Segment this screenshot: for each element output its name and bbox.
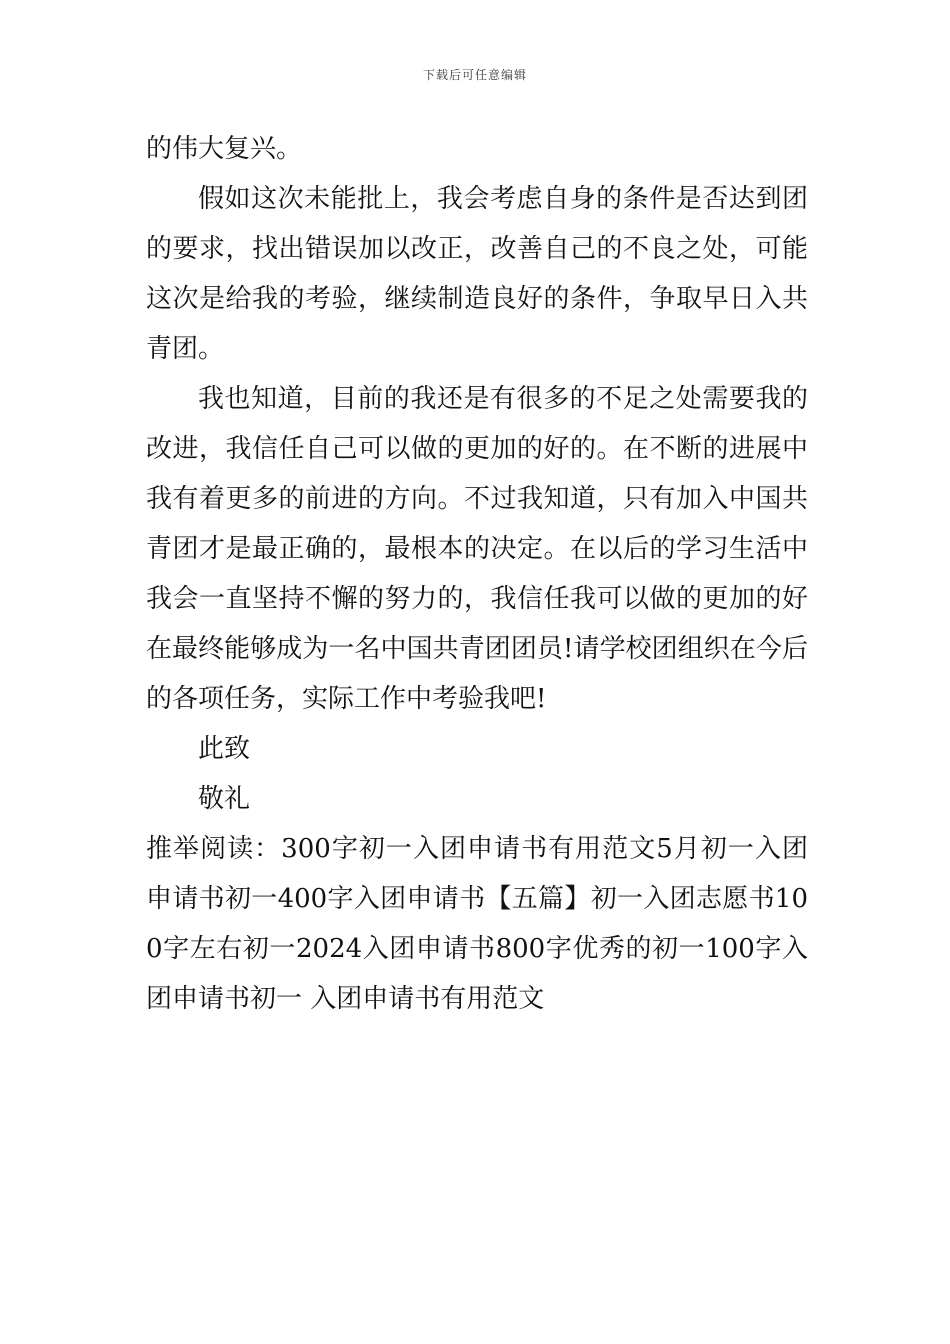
closing-regards: 敬礼 (198, 784, 251, 814)
closing-salutation: 此致 (198, 734, 251, 764)
page-header-note: 下载后可任意编辑 (422, 68, 527, 82)
document-body (146, 124, 808, 1024)
recommended-reading: 推举阅读：300字初一入团申请书有用范文5月初一入团申请书初一400字入团申请书【五篇】初一入团志愿书100字左右初一2024入团申请书800字优秀的初一100字入团申请书初一 入团申请书有用范文 (146, 834, 808, 1014)
paragraph-self-improvement: 我也知道，目前的我还是有很多的不足之处需要我的改进，我信任自己可以做的更加的好的。在不断的进展中我有着更多的前进的方向。不过我知道，只有加入中国共青团才是最正确的，最根本的决定。在以后的学习生活中我会一直坚持不懈的努力的，我信任我可以做的更加的好在最终能够成为一名中国共青团团员!请学校团组织在今后的各项任务，实际工作中考验我吧! (146, 384, 808, 714)
paragraph-continuation: 的伟大复兴。 (146, 134, 303, 164)
paragraph-rejection-plan: 假如这次未能批上，我会考虑自身的条件是否达到团的要求，找出错误加以改正，改善自己的不良之处，可能这次是给我的考验，继续制造良好的条件，争取早日入共青团。 (146, 184, 808, 364)
